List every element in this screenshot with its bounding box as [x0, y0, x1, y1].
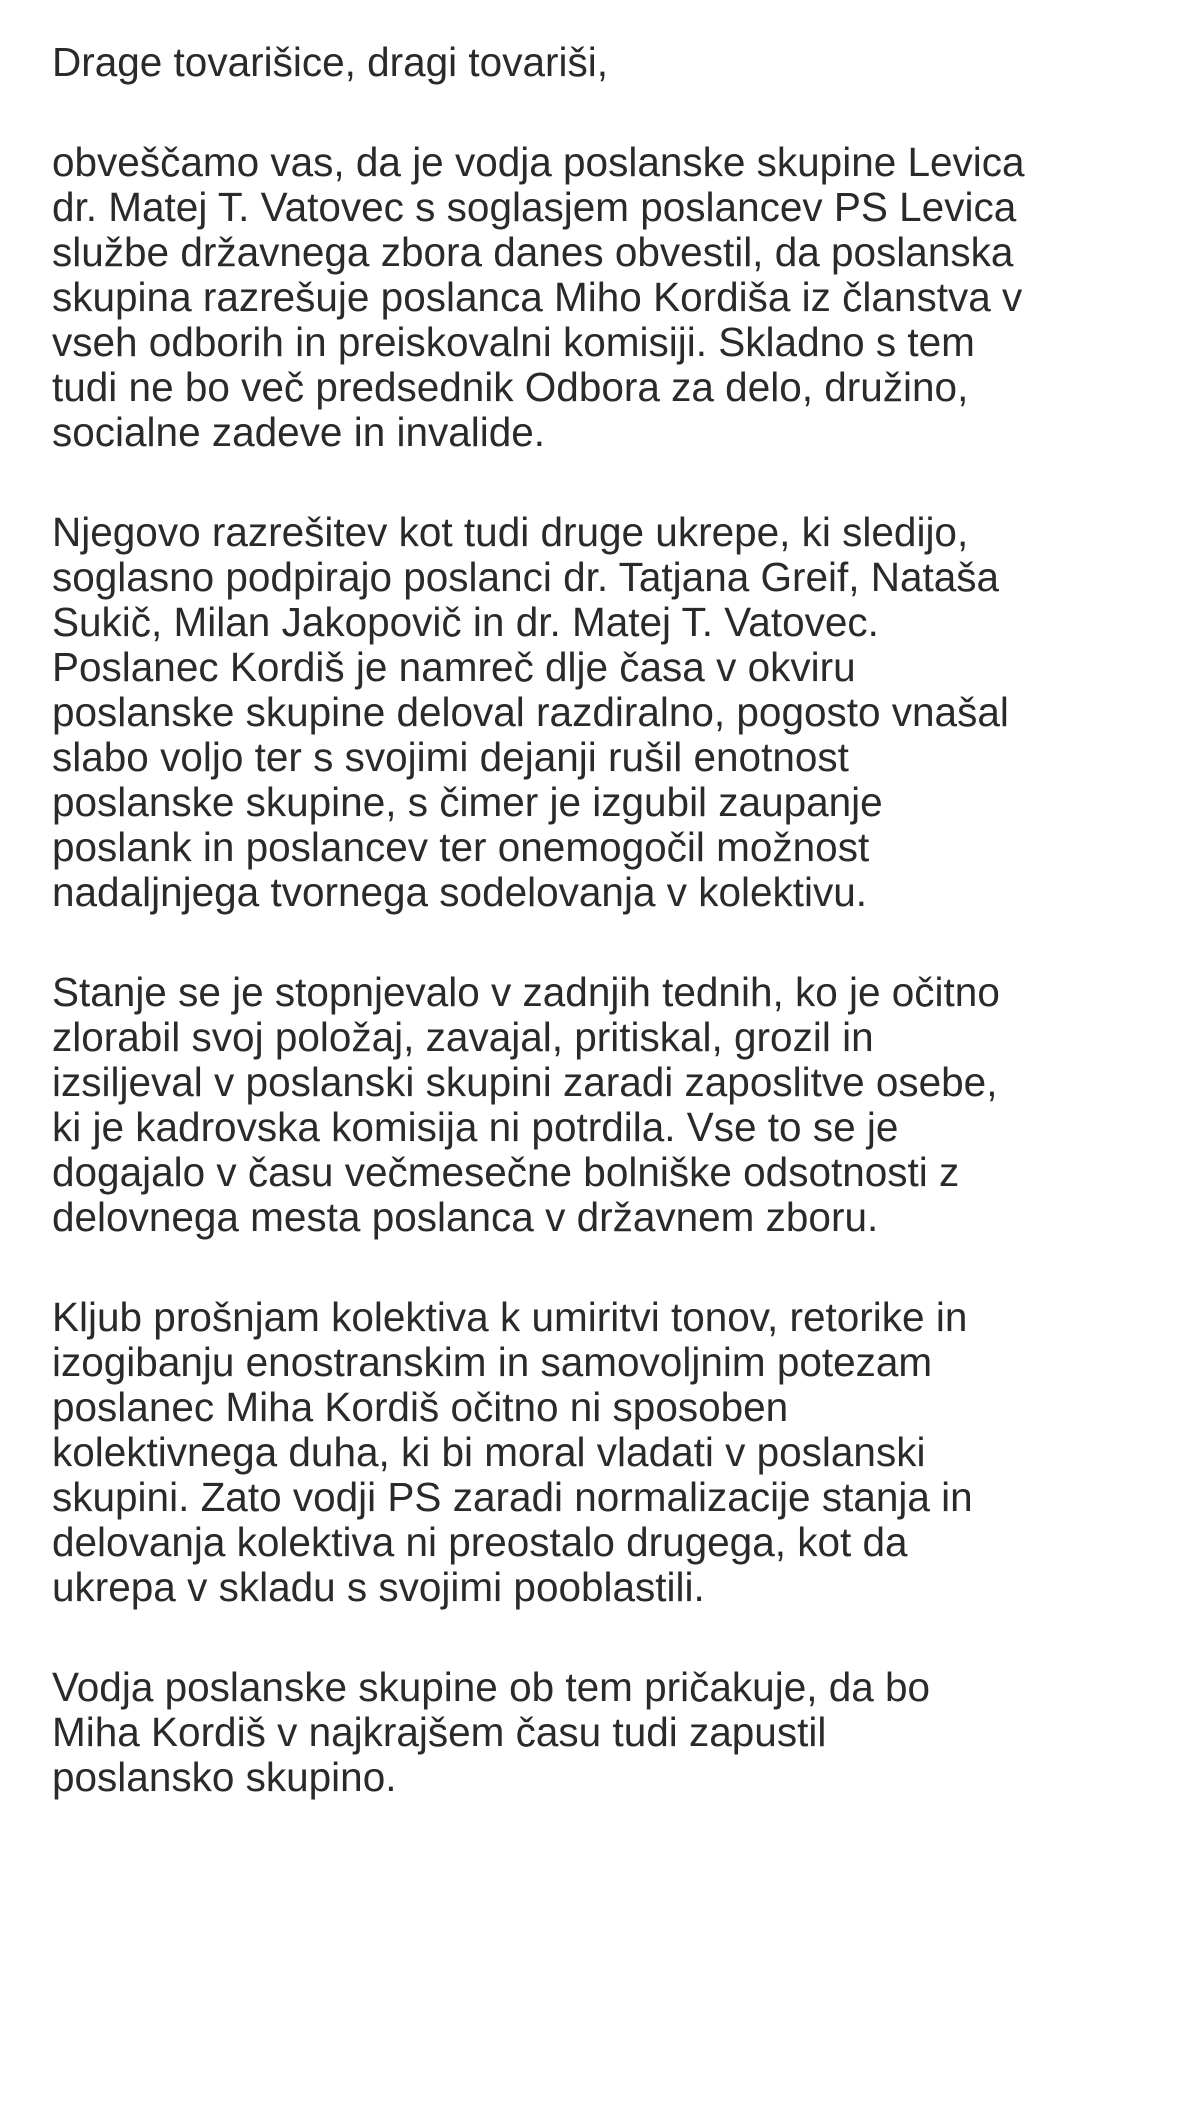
text-line: Stanje se je stopnjevalo v zadnjih tednih, ko je očitno — [52, 969, 1000, 1015]
text-line: socialne zadeve in invalide. — [52, 409, 546, 455]
text-line: soglasno podpirajo poslanci dr. Tatjana Greif, Nataša — [52, 554, 1000, 600]
text-line: slabo voljo ter s svojimi dejanji rušil enotnost — [52, 734, 849, 780]
greeting-line: Drage tovarišice, dragi tovariši, — [52, 39, 608, 85]
text-line: Sukič, Milan Jakopovič in dr. Matej T. Vatovec. — [52, 599, 879, 645]
text-line: poslanec Miha Kordiš očitno ni sposoben — [52, 1384, 789, 1430]
text-line: kolektivnega duha, ki bi moral vladati v poslanski — [52, 1429, 926, 1475]
text-line: Kljub prošnjam kolektiva k umiritvi tonov, retorike in — [52, 1294, 968, 1340]
message-body — [52, 40, 1172, 1800]
text-line: Poslanec Kordiš je namreč dlje časa v okviru — [52, 644, 856, 690]
text-line: Vodja poslanske skupine ob tem pričakuje, da bo — [52, 1664, 931, 1710]
text-line: poslanske skupine, s čimer je izgubil zaupanje — [52, 779, 883, 825]
text-line: ukrepa v skladu s svojimi pooblastili. — [52, 1564, 705, 1610]
text-line: zlorabil svoj položaj, zavajal, pritiskal, grozil in — [52, 1014, 874, 1060]
text-line: obveščamo vas, da je vodja poslanske skupine Levica — [52, 139, 1025, 185]
text-line: vseh odborih in preiskovalni komisiji. Skladno s tem — [52, 319, 975, 365]
text-line: delovanja kolektiva ni preostalo drugega, kot da — [52, 1519, 908, 1565]
text-line: poslank in poslancev ter onemogočil možnost — [52, 824, 870, 870]
text-line: ki je kadrovska komisija ni potrdila. Vse to se je — [52, 1104, 899, 1150]
text-line: dr. Matej T. Vatovec s soglasjem poslancev PS Levica — [52, 184, 1017, 230]
text-line: dogajalo v času večmesečne bolniške odsotnosti z — [52, 1149, 960, 1195]
text-line: izsiljeval v poslanski skupini zaradi zaposlitve osebe, — [52, 1059, 998, 1105]
text-line: izogibanju enostranskim in samovoljnim potezam — [52, 1339, 933, 1385]
text-line: poslanske skupine deloval razdiralno, pogosto vnašal — [52, 689, 1009, 735]
paragraph-5 — [52, 1665, 1172, 1800]
text-line: Miha Kordiš v najkrajšem času tudi zapustil — [52, 1709, 827, 1755]
paragraph-3 — [52, 970, 1172, 1240]
text-line: skupina razrešuje poslanca Miho Kordiša iz članstva v — [52, 274, 1023, 320]
text-line: delovnega mesta poslanca v državnem zboru. — [52, 1194, 879, 1240]
text-line: nadaljnjega tvornega sodelovanja v kolektivu. — [52, 869, 868, 915]
paragraph-1 — [52, 140, 1172, 455]
text-line: Njegovo razrešitev kot tudi druge ukrepe, ki sledijo, — [52, 509, 969, 555]
greeting-paragraph — [52, 40, 1172, 85]
text-line: tudi ne bo več predsednik Odbora za delo, družino, — [52, 364, 969, 410]
paragraph-4 — [52, 1295, 1172, 1610]
paragraph-2 — [52, 510, 1172, 915]
text-line: poslansko skupino. — [52, 1754, 397, 1800]
text-line: skupini. Zato vodji PS zaradi normalizacije stanja in — [52, 1474, 973, 1520]
text-line: službe državnega zbora danes obvestil, da poslanska — [52, 229, 1014, 275]
